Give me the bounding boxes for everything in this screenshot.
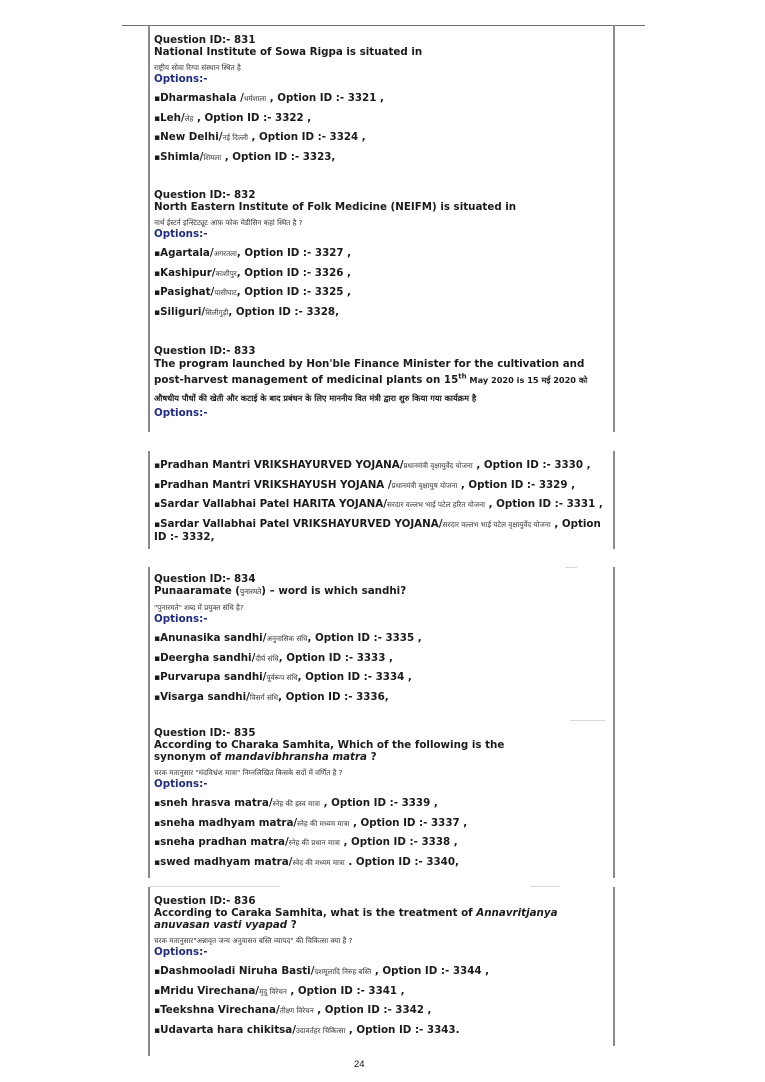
option-en: Siliguri/ <box>160 306 206 319</box>
question-text: National Institute of Sowa Rigpa is situated in <box>154 46 423 58</box>
options-block <box>154 452 614 543</box>
option-hi: स्नेह की ह्रस्व मात्रा <box>272 798 320 808</box>
option-item[interactable] <box>154 518 616 543</box>
option-hi: अगरतला <box>213 248 237 258</box>
question-text-part: The program launched by Hon'ble Finance Minister for the cultivation and post-harvest management of medicinal plants on 15 <box>154 358 585 386</box>
option-id: , Option ID :- 3336, <box>278 691 389 704</box>
option-en: swed madhyam matra/ <box>160 856 293 869</box>
question-id: Question ID:- 834 <box>154 573 256 585</box>
question-text-part: Punaaramate ( <box>154 585 241 597</box>
question-text-part: ) – word is which sandhi? <box>261 585 407 597</box>
option-hi: स्नेह की प्रधान मात्रा <box>288 838 340 848</box>
bullet-icon: ▪ <box>154 268 161 279</box>
option-id: , Option ID :- 3322 , <box>193 111 312 124</box>
page-number: 24 <box>354 1059 365 1070</box>
option-id: , Option ID :- 3332, <box>154 518 601 544</box>
option-item[interactable] <box>154 286 614 299</box>
option-en: Teekshna Virechana/ <box>160 1004 280 1017</box>
bullet-icon: ▪ <box>154 93 161 104</box>
bullet-icon: ▪ <box>154 153 161 164</box>
question-id: Question ID:- 832 <box>154 189 256 201</box>
option-item[interactable] <box>154 836 614 849</box>
option-hi: तीक्ष्ण विरेचन <box>279 1006 314 1016</box>
option-en: Agartala/ <box>160 246 214 259</box>
option-hi: पूर्वरूप संधि <box>266 673 298 683</box>
question-block <box>154 895 614 1037</box>
faint-rule <box>150 886 280 887</box>
option-en: sneha pradhan matra/ <box>160 836 289 849</box>
question-text-part: According to Caraka Samhita, what is the treatment of <box>154 907 477 919</box>
question-text-part: According to Charaka Samhita, Which of the following is the synonym of <box>154 739 505 763</box>
question-id: Question ID:- 835 <box>154 727 256 739</box>
option-en: New Delhi/ <box>160 131 223 144</box>
option-item[interactable] <box>154 306 614 319</box>
option-item[interactable] <box>154 267 614 280</box>
option-item[interactable] <box>154 459 614 472</box>
option-item[interactable] <box>154 151 614 164</box>
option-item[interactable] <box>154 1024 614 1037</box>
question-text <box>154 585 614 598</box>
option-en: Kashipur/ <box>160 266 216 279</box>
option-hi: सिलीगुड़ी <box>205 308 229 318</box>
bullet-icon: ▪ <box>154 838 161 849</box>
option-en: Purvarupa sandhi/ <box>160 671 267 684</box>
option-item[interactable] <box>154 112 614 125</box>
question-text-italic: mandavibhransha matra <box>224 751 367 763</box>
option-hi: दीर्घ संधि <box>255 653 279 663</box>
option-en: Udavarta hara chikitsa/ <box>160 1024 296 1037</box>
bullet-icon: ▪ <box>154 966 161 977</box>
option-id: , Option ID :- 3335 , <box>307 631 422 644</box>
option-id: , Option ID :- 3325 , <box>236 286 351 299</box>
option-en: Dharmashala / <box>160 91 244 104</box>
bullet-icon: ▪ <box>154 633 161 644</box>
question-text-hindi: May 2020 is 15 मई 2020 को औषधीय पौधों की खेती और कटाई के बाद प्रबंधन के लिए माननीय वित मंत्री द्वारा शुरु किया गया कार्यक्रम है <box>154 375 588 403</box>
option-id: , Option ID :- 3323, <box>221 151 336 164</box>
option-en: Anunasika sandhi/ <box>160 631 267 644</box>
option-item[interactable] <box>154 92 614 105</box>
option-id: , Option ID :- 3344 , <box>371 964 490 977</box>
option-id: , Option ID :- 3321 , <box>266 91 384 104</box>
option-hi: लेह <box>184 113 194 123</box>
option-en: Visarga sandhi/ <box>160 691 250 704</box>
bullet-icon: ▪ <box>154 693 161 704</box>
option-hi: नई दिल्ली <box>222 133 248 143</box>
option-item[interactable] <box>154 247 614 260</box>
option-en: Sardar Vallabhai Patel HARITA YOJANA/ <box>160 498 388 511</box>
option-id: , Option ID :- 3334 , <box>297 671 412 684</box>
faint-rule <box>530 886 560 887</box>
option-id: , Option ID :- 3341 , <box>286 984 405 997</box>
bullet-icon: ▪ <box>154 308 161 319</box>
options-label: Options:- <box>154 946 208 958</box>
bullet-icon: ▪ <box>154 1026 161 1037</box>
bullet-icon: ▪ <box>154 288 161 299</box>
option-item[interactable] <box>154 817 614 830</box>
superscript: th <box>458 372 467 381</box>
option-en: Pradhan Mantri VRIKSHAYURVED YOJANA/ <box>160 458 404 471</box>
option-item[interactable] <box>154 671 614 684</box>
question-block <box>154 345 614 419</box>
option-hi: शिमला <box>203 153 222 163</box>
option-id: , Option ID :- 3343. <box>345 1024 460 1037</box>
bullet-icon: ▪ <box>154 858 161 869</box>
question-block <box>154 189 614 319</box>
bullet-icon: ▪ <box>154 818 161 829</box>
option-hi: स्वेद की मध्यम मात्रा <box>292 858 345 868</box>
option-en: Sardar Vallabhai Patel VRIKSHAYURVED YOJANA/ <box>160 518 443 531</box>
option-en: Shimla/ <box>160 151 204 164</box>
option-id: , Option ID :- 3329 , <box>457 478 575 491</box>
option-hi: काशीपुर <box>215 268 237 278</box>
option-id: , Option ID :- 3326 , <box>236 266 351 279</box>
option-hi: स्नेह की मध्यम मात्रा <box>297 818 350 828</box>
bullet-icon: ▪ <box>154 653 161 664</box>
options-label: Options:- <box>154 228 208 240</box>
question-id: Question ID:- 836 <box>154 895 256 907</box>
question-hindi: नार्थ ईस्टर्न इन्स्टिट्यूट आफ़ फोक मेडीसिन कहां स्थित है ? <box>154 218 303 227</box>
bullet-icon: ▪ <box>154 500 161 511</box>
bullet-icon: ▪ <box>154 673 161 684</box>
option-id: , Option ID :- 3342 , <box>313 1004 432 1017</box>
option-id: , Option ID :- 3339 , <box>319 796 438 809</box>
question-text <box>154 357 614 407</box>
option-item[interactable] <box>154 691 614 704</box>
question-hindi: चरक मतानुसार"अन्नावृत जन्य अनुवासन बस्ति व्यापद" की चिकित्सा क्या है ? <box>154 936 353 945</box>
option-en: Dashmooladi Niruha Basti/ <box>160 964 315 977</box>
faint-rule <box>565 567 577 568</box>
options-label: Options:- <box>154 778 208 790</box>
bullet-icon: ▪ <box>154 133 161 144</box>
option-hi: प्रधानमंत्री वृक्षायुष योजना <box>391 480 458 490</box>
question-block <box>154 573 614 704</box>
question-text <box>154 739 554 763</box>
options-label: Options:- <box>154 73 208 85</box>
option-id: , Option ID :- 3330 , <box>472 458 591 471</box>
option-item[interactable] <box>154 131 614 144</box>
option-hi: मृदु विरेचन <box>259 986 287 996</box>
option-id: , Option ID :- 3327 , <box>236 246 352 259</box>
option-hi: सरदार वल्लभ भाई पटेल वृक्षायुर्वेद योजना <box>442 520 551 530</box>
option-id: , Option ID :- 3328, <box>228 306 339 319</box>
option-id: , Option ID :- 3331 , <box>484 498 603 511</box>
option-id: , Option ID :- 3338 , <box>339 836 458 849</box>
question-block <box>154 34 614 164</box>
option-item[interactable] <box>154 498 614 511</box>
option-hi: धर्मशाला <box>243 93 267 103</box>
bullet-icon: ▪ <box>154 986 161 997</box>
bullet-icon: ▪ <box>154 248 161 259</box>
options-label: Options:- <box>154 613 208 625</box>
option-en: Pradhan Mantri VRIKSHAYUSH YOJANA / <box>160 478 392 491</box>
option-en: sneha madhyam matra/ <box>160 816 298 829</box>
option-item[interactable] <box>154 632 614 645</box>
option-hi: प्रधानमंत्री वृक्षायुर्वेद योजना <box>403 460 473 470</box>
question-text-italic: Annavritjanya anuvasan vasti vyapad <box>154 907 558 931</box>
question-text-hindi: पुनारमते <box>240 587 262 596</box>
option-en: Deergha sandhi/ <box>160 651 256 664</box>
option-item[interactable] <box>154 479 614 492</box>
option-item[interactable] <box>154 985 614 998</box>
bullet-icon: ▪ <box>154 1006 161 1017</box>
question-hindi: "पुनारमते" शब्द में प्रयुक्त संधि है? <box>154 603 244 612</box>
option-hi: दशमूलादि निरुह बस्ति <box>314 966 372 976</box>
options-label: Options:- <box>154 407 208 419</box>
bullet-icon: ▪ <box>154 798 161 809</box>
option-en: Mridu Virechana/ <box>160 984 260 997</box>
bullet-icon: ▪ <box>154 460 161 471</box>
question-text-part: ? <box>367 751 377 763</box>
option-item[interactable] <box>154 965 614 978</box>
question-id: Question ID:- 833 <box>154 345 256 357</box>
option-en: sneh hrasva matra/ <box>160 796 273 809</box>
option-id: , Option ID :- 3324 , <box>247 131 366 144</box>
option-hi: विसर्ग संधि <box>249 693 279 703</box>
question-hindi: चरक मतानुसार "मंदविभ्रंश मात्रा" निम्नलिखित किसके सदों में वर्णित है ? <box>154 768 343 777</box>
bullet-icon: ▪ <box>154 480 161 491</box>
option-hi: अनुनासिक संधि <box>266 633 308 643</box>
option-item[interactable] <box>154 652 614 665</box>
question-text: North Eastern Institute of Folk Medicine (NEIFM) is situated in <box>154 201 517 213</box>
option-id: . Option ID :- 3340, <box>344 856 459 869</box>
option-id: , Option ID :- 3337 , <box>349 816 468 829</box>
option-hi: पासीघाट <box>214 288 237 298</box>
question-hindi: राष्ट्रीय सोवा रिग्पा संस्थान स्थित है <box>154 63 241 72</box>
option-hi: सरदार वल्लभ भाई पटेल हरित योजना <box>387 500 485 510</box>
option-item[interactable] <box>154 797 614 810</box>
option-hi: उदावर्तहर चिकित्सा <box>295 1026 346 1036</box>
question-block <box>154 727 614 869</box>
option-en: Pasighat/ <box>160 286 215 299</box>
option-item[interactable] <box>154 1004 614 1017</box>
bullet-icon: ▪ <box>154 113 161 124</box>
question-text-part: ? <box>287 919 297 931</box>
bullet-icon: ▪ <box>154 520 161 531</box>
question-id: Question ID:- 831 <box>154 34 256 46</box>
option-en: Leh/ <box>160 111 185 124</box>
question-text <box>154 907 609 931</box>
option-id: , Option ID :- 3333 , <box>278 651 393 664</box>
faint-rule <box>570 720 605 721</box>
option-item[interactable] <box>154 856 614 869</box>
